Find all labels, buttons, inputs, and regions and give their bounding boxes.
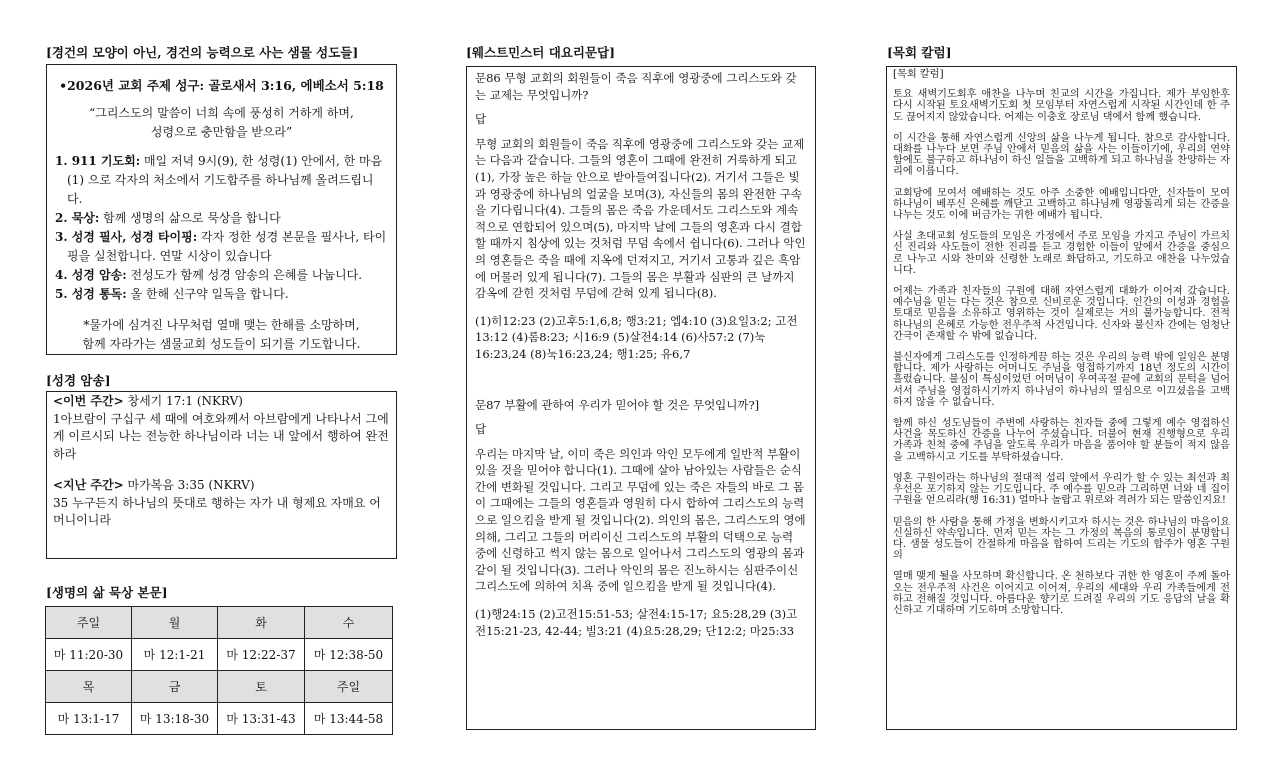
this-week-verse: 1아브람이 구십구 세 때에 여호와께서 아브람에게 나타나서 그에게 이르시되 나는 전능한 하나님이라 너는 내 앞에서 행하여 완전하라: [53, 411, 389, 461]
practice-list: [55, 152, 388, 304]
ref-cell: 마 13:1-17: [46, 703, 132, 735]
ref-cell: 마 13:18-30: [132, 703, 218, 735]
column-paragraph: 어제는 가족과 친자들의 구원에 대해 자연스럽게 대화가 이어져 갔습니다. 예수님을 믿는 다는 것은 참으로 신비로운 것입니다. 인간의 이성과 경험을 토대로 믿음을 소유하고 영위하는 것이 실제로는 거의 불가능합니다. 전적 하나님의 은혜로 가능한 전우주적 사건입니다. 신자와 불신자 간에는 엄청난 간극이 존재할 수 밖에 없습니다.: [893, 286, 1230, 342]
church-theme-box: [46, 64, 397, 355]
practice-item: 3. 성경 필사, 성경 타이핑: 각자 정한 성경 본문을 필사나, 타이핑을 실천합니다. 연말 시상이 있습니다: [55, 230, 387, 263]
last-week-verse: 35 누구든지 하나님의 뜻대로 행하는 자가 내 형제요 자매요 어머니이니라: [53, 495, 381, 527]
ref-cell: 마 12:1-21: [132, 639, 218, 671]
question-86: 문86 무형 교회의 회원들이 죽음 직후에 영광중에 그리스도와 갖는 교제는 무엇입니까?: [475, 71, 797, 102]
ref-cell: 마 11:20-30: [46, 639, 132, 671]
column-inner-title: [목회 칼럼]: [893, 69, 944, 80]
table-row: [46, 671, 393, 703]
ref-cell: 마 12:22-37: [218, 639, 305, 671]
day-cell: 목: [46, 671, 132, 703]
devotion-schedule-table: [45, 606, 393, 735]
answer-87: 우리는 마지막 날, 이미 죽은 의인과 악인 모두에게 일반적 부활이 있을 것을 믿어야 합니다(1). 그때에 살아 남아있는 사람들은 순식간에 변화될 것입니다. 그리고 무덤에 있는 죽은 자들의 바로 그 몸이 그때에는 그들의 영혼들과 영원히 다시 합하여 그리스도의 능력으로 일으킴을 받게 될 것입니다(2). 의인의 몸은, 그리스도의 영에 의해, 그리고 그들의 머리이신 그리스도의 부활의 덕택으로 능력 중에 신령하고 썩지 않는 몸으로 일어나서 그리스도의 영광의 몸과 같이 될 것입니다(3). 그러나 악인의 몸은 진노하시는 심판주이신 그리스도에 의하여 치욕 중에 일으킴을 받게 될 것입니다(4).: [475, 446, 806, 594]
section-title-devotion: [생명의 삶 묵상 본문]: [46, 585, 168, 600]
practice-item: 1. 911 기도회: 매일 저녁 9시(9), 한 성령(1) 안에서, 한 마음(1) 으로 각자의 처소에서 기도합주를 하나님께 올려드립니다.: [55, 154, 383, 206]
section-title-memorization: [성경 암송]: [46, 373, 111, 388]
day-cell: 월: [132, 607, 218, 639]
catechism-box: [466, 66, 816, 730]
answer-87-label: 답: [475, 422, 487, 437]
answer-86: 무형 교회의 회원들이 죽음 직후에 영광중에 그리스도와 갖는 교제는 다음과 같습니다. 그들의 영혼이 그때에 완전히 거룩하게 되고(1), 가장 높은 하늘 안으로 받아들여집니다(2). 거기서 그들은 빛과 영광중에 하나님의 얼굴을 보며(3), 자신들의 몸의 완전한 구속을 기다립니다(4). 그들의 몸은 죽음 가운데서도 그리스도와 계속적으로 연합되어 있으며(5), 마지막 날에 그들의 영혼과 다시 결합할 때까지 침상에 있는 것처럼 무덤 속에서 쉽니다(6). 그러나 악인의 영혼들은 죽을 때에 지옥에 던져지고, 거기서 고통과 깊은 흑암에 머물러 있게 됩니다(7). 그들의 몸은 부활과 심판의 큰 날까지 감옥에 갇힌 것처럼 무덤에 갇혀 있게 됩니다(8).: [475, 136, 806, 301]
practice-item: 5. 성경 통독: 올 한해 신구약 일독을 합니다.: [55, 287, 289, 301]
table-row: [46, 639, 393, 671]
section-title-pastoral-column: [목회 칼럼]: [887, 45, 952, 60]
question-87: 문87 부활에 관하여 우리가 믿어야 할 것은 무엇입니까?]: [475, 397, 760, 412]
day-cell: 화: [218, 607, 305, 639]
practice-item: 4. 성경 암송: 전성도가 함께 성경 암송의 은혜를 나눕니다.: [55, 268, 363, 282]
section-title-westminster: [웨스트민스터 대요리문답]: [466, 45, 616, 60]
ref-cell: 마 13:44-58: [305, 703, 393, 735]
pastoral-column-box: [886, 66, 1237, 730]
answer-86-label: 답: [475, 112, 487, 127]
theme-quote-line-1: “그리스도의 말씀이 너희 속에 풍성히 거하게 하며,: [89, 106, 354, 120]
column-paragraph: 믿음의 한 사람을 통해 가정을 변화시키고자 하시는 것은 하나님의 마음이요 신실하신 약속입니다. 먼저 믿는 자는 그 가정의 복음의 통로임이 분명합니다. 샘물 성도들이 간절하게 마음을 합하여 드리는 기도의 합주가 영혼 구원의: [893, 516, 1230, 562]
table-row: [46, 607, 393, 639]
day-cell: 주일: [46, 607, 132, 639]
this-week-heading: <이번 주간> 창세기 17:1 (NKRV): [53, 394, 243, 408]
closing-line-1: *물가에 심겨진 나무처럼 열매 맺는 한해를 소망하며,: [83, 318, 360, 332]
theme-quote-line-2: 성령으로 충만함을 받으라”: [150, 125, 293, 139]
section-title-saemul: [경건의 모양이 아닌, 경건의 능력으로 사는 샘물 성도들]: [46, 45, 359, 60]
table-row: [46, 703, 393, 735]
column-paragraph: 교회당에 모여서 예배하는 것도 아주 소중한 예배입니다만, 신자들이 모여 하나님이 베푸신 은혜를 깨닫고 고백하고 하나님께 영광돌리게 되는 간증을 나누는 것도 이에 버금가는 귀한 예배가 됩니다.: [893, 187, 1230, 222]
ref-cell: 마 12:38-50: [305, 639, 393, 671]
references-87: (1)행24:15 (2)고전15:51-53; 살전4:15-17; 요5:28,29 (3)고전15:21-23, 42-44; 빌3:21 (4)요5:28,29; 단12:2; 마25:33: [475, 607, 798, 638]
practice-item: 2. 묵상: 함께 생명의 삶으로 묵상을 합니다: [55, 211, 281, 225]
column-paragraph: 이 시간을 통해 자연스럽게 신앙의 삶을 나누게 됩니다. 참으로 감사합니다. 대화를 나누다 보면 주님 안에서 믿음의 삶을 사는 이들이기에, 우리의 연약함에도 불구하고 하나님이 하신 일들을 고백하게 되고 하나님을 찬양하는 자리에 이릅니다.: [893, 132, 1230, 178]
column-paragraph: 영혼 구원이라는 하나님의 절대적 섭리 앞에서 우리가 할 수 있는 최선과 최우선은 포기하지 않는 기도입니다. 주 예수를 믿으라 그리하면 너와 네 집이 구원을 얻으리라(행 16:31) 얼마나 놀랍고 위로와 격려가 되는 말씀인지요!: [893, 472, 1230, 507]
day-cell: 주일: [305, 671, 393, 703]
memorization-box: [46, 391, 397, 559]
column-paragraph: 열매 맺게 될을 사모하며 확신합니다. 온 천하보다 귀한 한 영혼이 주께 돌아오는 전우주적 사건은 이어지고 이어져, 우리의 세대와 우리 가족들에게 전하고 전해질 것입니다. 아름다운 향기로 드려질 우리의 기도 응답의 날을 확신하고 기대하며 기도하며 소망합니다.: [893, 571, 1230, 616]
column-paragraph: 토요 새벽기도회후 애찬을 나누며 친교의 시간을 가집니다. 제가 부임한후 다시 시작된 토요새벽기도회 첫 모임부터 자연스럽게 시작된 시간인데 한 주도 끊어지지 않았습니다. 어제는 이충호 장로님 댁에서 함께 했습니다.: [893, 89, 1230, 123]
day-cell: 토: [218, 671, 305, 703]
column-paragraph: 불신자에게 그리스도를 인정하게끔 하는 것은 우리의 능력 밖에 일임은 분명합니다. 제가 사랑하는 어머니도 주님을 영접하기까지 18년 정도의 시간이 흘렀습니다. 불심이 특심이었던 어머님이 우여곡절 끝에 교회의 문턱을 넘어서서 주님을 영접하시기까지 하나님이 하나님의 열심으로 이끄셨음을 고백하지 않을 수 없습니다.: [893, 352, 1230, 408]
column-paragraph: 사실 초대교회 성도들의 모임은 가정에서 주로 모임을 가지고 주님이 가르치신 진리와 사도들이 전한 진리를 듣고 경험한 이들이 앞에서 간증을 중심으로 나누고 시와 찬미와 신령한 노래로 화답하고, 기도하고 애찬을 나누었습니다.: [893, 231, 1230, 276]
last-week-heading: <지난 주간> 마가복음 3:35 (NKRV): [53, 478, 255, 492]
theme-verse: •2026년 교회 주제 성구: 골로새서 3:16, 에베소서 5:18: [59, 78, 384, 93]
closing-line-2: 함께 자라가는 샘물교회 성도들이 되기를 기도합니다.: [82, 337, 361, 351]
day-cell: 금: [132, 671, 218, 703]
references-86: (1)히12:23 (2)고후5:1,6,8; 행3:21; 엡4:10 (3)요일3:2; 고전13:12 (4)롬8:23; 시16:9 (5)살전4:14 (6)사57:2 (7)눅16:23,24 (8)눅16:23,24; 행1:25; 유6,7: [475, 313, 798, 361]
day-cell: 수: [305, 607, 393, 639]
column-paragraph: 함께 하신 성도님들이 주변에 사랑하는 친자들 중에 그렇게 예수 영접하신 사건을 목도하신 간증을 나누어 주셨습니다. 더불어 현재 진행형으로 우리 가족과 친척 중에 주님을 알도록 우리가 마음을 품어야 할 분들이 적지 않음을 고백하시고 기도를 부탁하셨습니다.: [893, 418, 1230, 463]
ref-cell: 마 13:31-43: [218, 703, 305, 735]
